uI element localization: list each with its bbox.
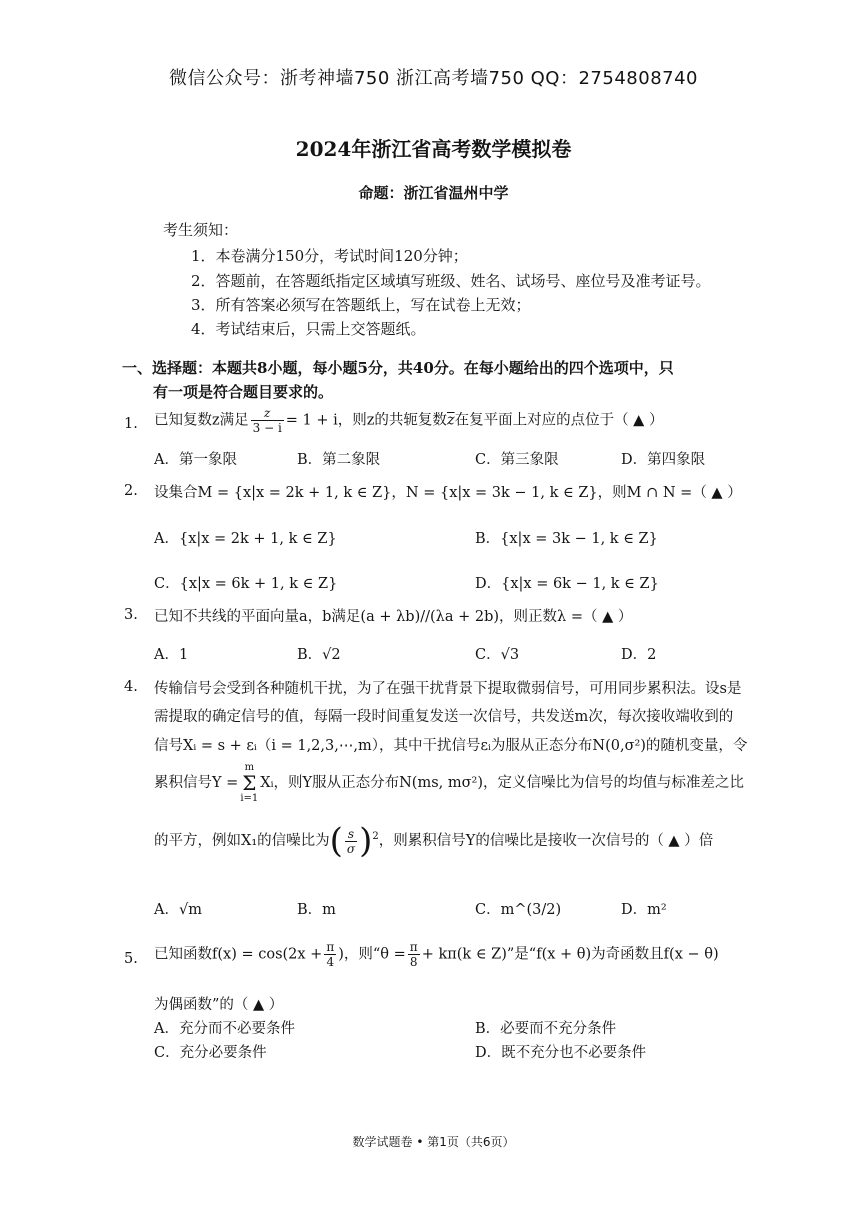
- fraction-numerator: z: [251, 406, 284, 421]
- notice-item: 3．所有答案必须写在答题纸上，写在试卷上无效；: [191, 296, 531, 314]
- option-b: B．第二象限: [297, 452, 381, 468]
- fraction-numerator: π: [409, 940, 418, 954]
- option-b: B．必要而不充分条件: [475, 1021, 617, 1037]
- question-5-line: 为偶函数”的（ ▲ ）: [154, 997, 284, 1013]
- option-a: A．第一象限: [154, 452, 237, 468]
- option-d: D．m²: [621, 902, 667, 918]
- q1-stem-pre: 已知复数z满足: [154, 412, 249, 429]
- question-2-stem: 设集合M = {x|x = 2k + 1, k ∈ Z}，N = {x|x = 3k − 1, k ∈ Z}，则M ∩ N =（ ▲ ）: [154, 485, 742, 501]
- fraction-numerator: s: [345, 827, 357, 842]
- sum-upper: m: [244, 762, 255, 773]
- option-c: C．充分必要条件: [154, 1045, 267, 1061]
- question-number: 3.: [124, 607, 138, 623]
- exam-author: 命题：浙江省温州中学: [358, 184, 509, 202]
- q5-line1-mid: )，则“θ =: [338, 946, 406, 963]
- sigma-symbol: Σ: [242, 771, 257, 795]
- section-heading-line1: 一、选择题：本题共8小题，每小题5分，共40分。在每小题给出的四个选项中，只: [122, 359, 674, 377]
- q1-stem-post: 在复平面上对应的点位于（ ▲ ）: [454, 412, 664, 429]
- fraction-denominator: 3 − i: [252, 421, 282, 435]
- page-header: 微信公众号：浙考神墙750 浙江高考墙750 QQ：2754808740: [168, 68, 698, 89]
- option-c: C．{x|x = 6k + 1, k ∈ Z}: [154, 576, 338, 592]
- exam-title: 2024年浙江省高考数学模拟卷: [295, 137, 572, 161]
- option-c: C．m^(3/2): [475, 902, 562, 918]
- notice-heading: 考生须知：: [163, 221, 239, 239]
- question-4-line: 需提取的确定信号的值，每隔一段时间重复发送一次信号，共发送m次，每次接收端收到的: [154, 709, 734, 725]
- q4-line4-post: Xᵢ，则Y服从正态分布N(ms, mσ²)，定义信噪比为信号的均值与标准差之比: [260, 775, 744, 791]
- q1-stem-mid: = 1 + i，则z的共轭复数: [285, 412, 447, 429]
- q4-line5-pre: 的平方，例如X₁的信噪比为: [154, 833, 330, 849]
- option-d: D．第四象限: [621, 452, 706, 468]
- option-b: B．√2: [297, 647, 341, 663]
- section-heading-line2: 有一项是符合题目要求的。: [153, 383, 334, 401]
- question-4-line: 信号Xᵢ = s + εᵢ（i = 1,2,3,⋯,m），其中干扰信号εᵢ为服从正态分布N(0,σ²)的随机变量，令: [154, 738, 748, 754]
- option-c: C．第三象限: [475, 452, 559, 468]
- question-5-line: [154, 940, 719, 969]
- q4-line5-post: ，则累积信号Y的信噪比是接收一次信号的（ ▲ ）倍: [378, 833, 714, 849]
- fraction-denominator: 4: [326, 955, 335, 969]
- conjugate-z: $\overline{z}$: [446, 412, 455, 429]
- option-a: A．1: [154, 647, 189, 663]
- option-c: C．√3: [475, 647, 520, 663]
- summation: [240, 762, 258, 804]
- notice-item: 1．本卷满分150分，考试时间120分钟；: [191, 247, 468, 265]
- q5-line1-pre: 已知函数f(x) = cos(2x +: [154, 946, 323, 963]
- ratio-fraction: [345, 827, 357, 856]
- option-d: D．既不充分也不必要条件: [475, 1045, 647, 1061]
- question-4-line: [154, 762, 744, 804]
- option-a: A．充分而不必要条件: [154, 1021, 295, 1037]
- question-number: 5.: [124, 951, 138, 967]
- notice-item: 4．考试结束后，只需上交答题纸。: [191, 320, 426, 338]
- fraction: [251, 406, 284, 435]
- question-4-line: 的平方，例如X₁的信噪比为( $\frac{s}{\sigma}$ )$^2$，则累积信号Y的信噪比是接收一次信号的（ ▲ ）倍: [154, 821, 714, 861]
- q5-line1-post: + kπ(k ∈ Z)”是“f(x + θ)为奇函数且f(x − θ): [421, 946, 719, 963]
- fraction: [324, 940, 336, 969]
- question-number: 1.: [124, 416, 138, 432]
- fraction-denominator: 8: [409, 955, 418, 969]
- option-a: A．{x|x = 2k + 1, k ∈ Z}: [154, 531, 337, 547]
- fraction-denominator: σ: [346, 841, 356, 856]
- sum-lower: i=1: [240, 793, 259, 804]
- q4-line4-pre: 累积信号Y =: [154, 775, 239, 791]
- fraction-numerator: π: [326, 940, 335, 954]
- question-number: 2.: [124, 483, 138, 499]
- question-1-stem: [154, 406, 663, 435]
- page-footer: 数学试题卷 • 第1页（共6页）: [352, 1135, 515, 1149]
- option-a: A．√m: [154, 902, 202, 918]
- question-3-stem: 已知不共线的平面向量a，b满足(a + λb)//(λa + 2b)，则正数λ =（ ▲ ）: [154, 609, 633, 625]
- question-4-line: 传输信号会受到各种随机干扰，为了在强干扰背景下提取微弱信号，可用同步累积法。设s是: [154, 681, 742, 697]
- option-d: D．2: [621, 647, 657, 663]
- option-b: B．m: [297, 902, 336, 918]
- option-d: D．{x|x = 6k − 1, k ∈ Z}: [475, 576, 659, 592]
- notice-item: 2．答题前，在答题纸指定区域填写班级、姓名、试场号、座位号及准考证号。: [191, 272, 711, 290]
- option-b: B．{x|x = 3k − 1, k ∈ Z}: [475, 531, 658, 547]
- question-number: 4.: [124, 679, 138, 695]
- fraction: [408, 940, 420, 969]
